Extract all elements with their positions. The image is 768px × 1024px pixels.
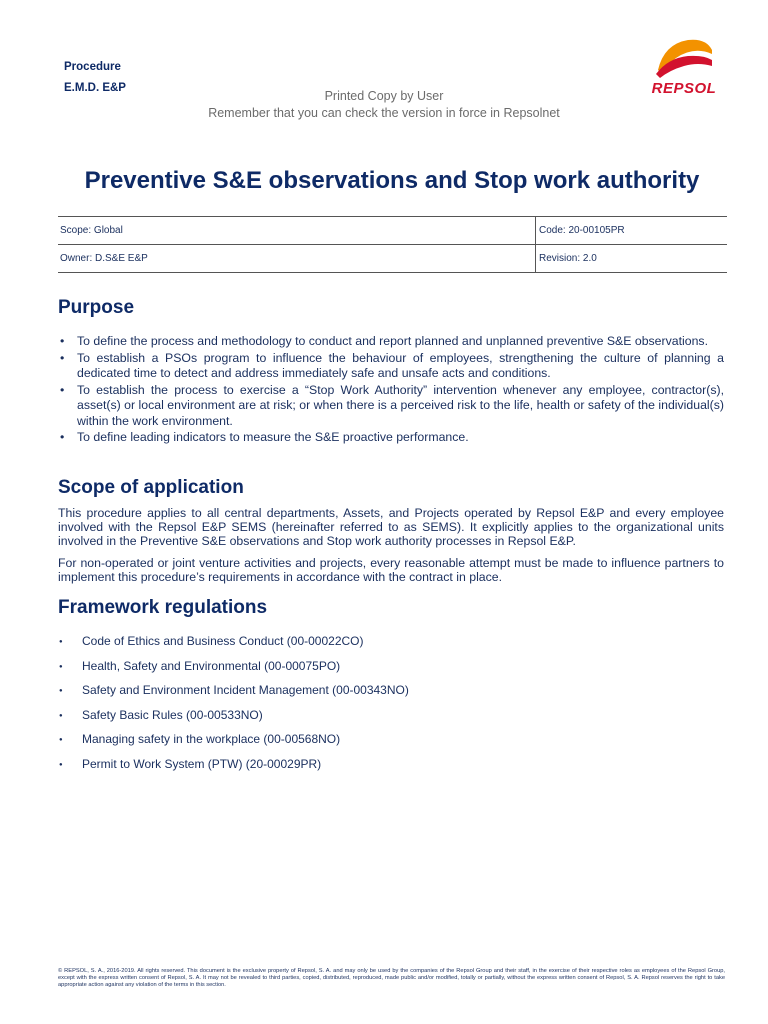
printed-line-2: Remember that you can check the version in force in Repsolnet xyxy=(208,106,560,120)
department: E.M.D. E&P xyxy=(64,82,126,94)
document-meta-table xyxy=(58,216,727,273)
scope-paragraph-2: For non-operated or joint venture activities and projects, every reasonable attempt must be made to influence partners to implement this procedure’s requirements in accordance with the contract in place. xyxy=(58,556,724,584)
meta-scope: Scope: Global xyxy=(58,217,536,245)
doc-type: Procedure xyxy=(64,61,121,73)
printed-line-1: Printed Copy by User xyxy=(324,89,444,103)
page-title: Preventive S&E observations and Stop work authority xyxy=(84,167,700,194)
list-item: ● Health, Safety and Environmental (00-00075PO) xyxy=(58,659,409,684)
meta-owner: Owner: D.S&E E&P xyxy=(58,245,536,273)
meta-code: Code: 20-00105PR xyxy=(536,217,728,245)
repsol-logo-icon xyxy=(654,36,714,80)
scope-paragraph-1: This procedure applies to all central departments, Assets, and Projects operated by Repsol E&P and every employee involved with the Repsol E&P SEMS (hereinafter referred to as SEMS). It explicitly applies to the organizational units involved in the Preventive S&E observations and Stop work authority processes in Repsol E&P. xyxy=(58,506,724,548)
framework-heading: Framework regulations xyxy=(58,597,268,618)
purpose-list xyxy=(58,334,724,447)
list-item: • To define the process and methodology to conduct and report planned and unplanned preventive S&E observations. xyxy=(58,334,724,350)
list-item: • To establish a PSOs program to influence the behaviour of employees, strengthening the culture of planning a dedicated time to detect and address immediately safe and unsafe acts and conditions. xyxy=(58,351,724,382)
meta-revision: Revision: 2.0 xyxy=(536,245,728,273)
list-item: ● Managing safety in the workplace (00-00568NO) xyxy=(58,732,409,757)
list-item: ● Safety and Environment Incident Management (00-00343NO) xyxy=(58,683,409,708)
framework-list xyxy=(58,634,409,782)
list-item: ● Code of Ethics and Business Conduct (00-00022CO) xyxy=(58,634,409,659)
repsol-logo xyxy=(646,36,722,98)
list-item: • To define leading indicators to measure the S&E proactive performance. xyxy=(58,430,724,446)
logo-text: REPSOL xyxy=(651,80,717,97)
list-item: • To establish the process to exercise a “Stop Work Authority” intervention whenever any employee, contractor(s), asset(s) or local environment are at risk; or when there is a perceived risk to the life, health or safety of the individual(s) within the work environment. xyxy=(58,383,724,430)
list-item: ● Permit to Work System (PTW) (20-00029PR) xyxy=(58,757,409,782)
scope-heading: Scope of application xyxy=(58,477,244,498)
list-item: ● Safety Basic Rules (00-00533NO) xyxy=(58,708,409,733)
purpose-heading: Purpose xyxy=(58,297,135,318)
copyright-footer: © REPSOL, S. A., 2016-2019. All rights reserved. This document is the exclusive property of Repsol, S. A. and may only be used by the companies of the Repsol Group and their staff, in the exercise of their respective roles as employees of the Repsol Group, except with the express written consent of Repsol, S. A. It may not be revealed to third parties, copied, distributed, reproduced, made public and/or modified, totally or partially, without the express written consent of Repsol, S. A. Repsol reserves the right to take appropriate action against any violation of the terms in this section. xyxy=(58,968,725,988)
